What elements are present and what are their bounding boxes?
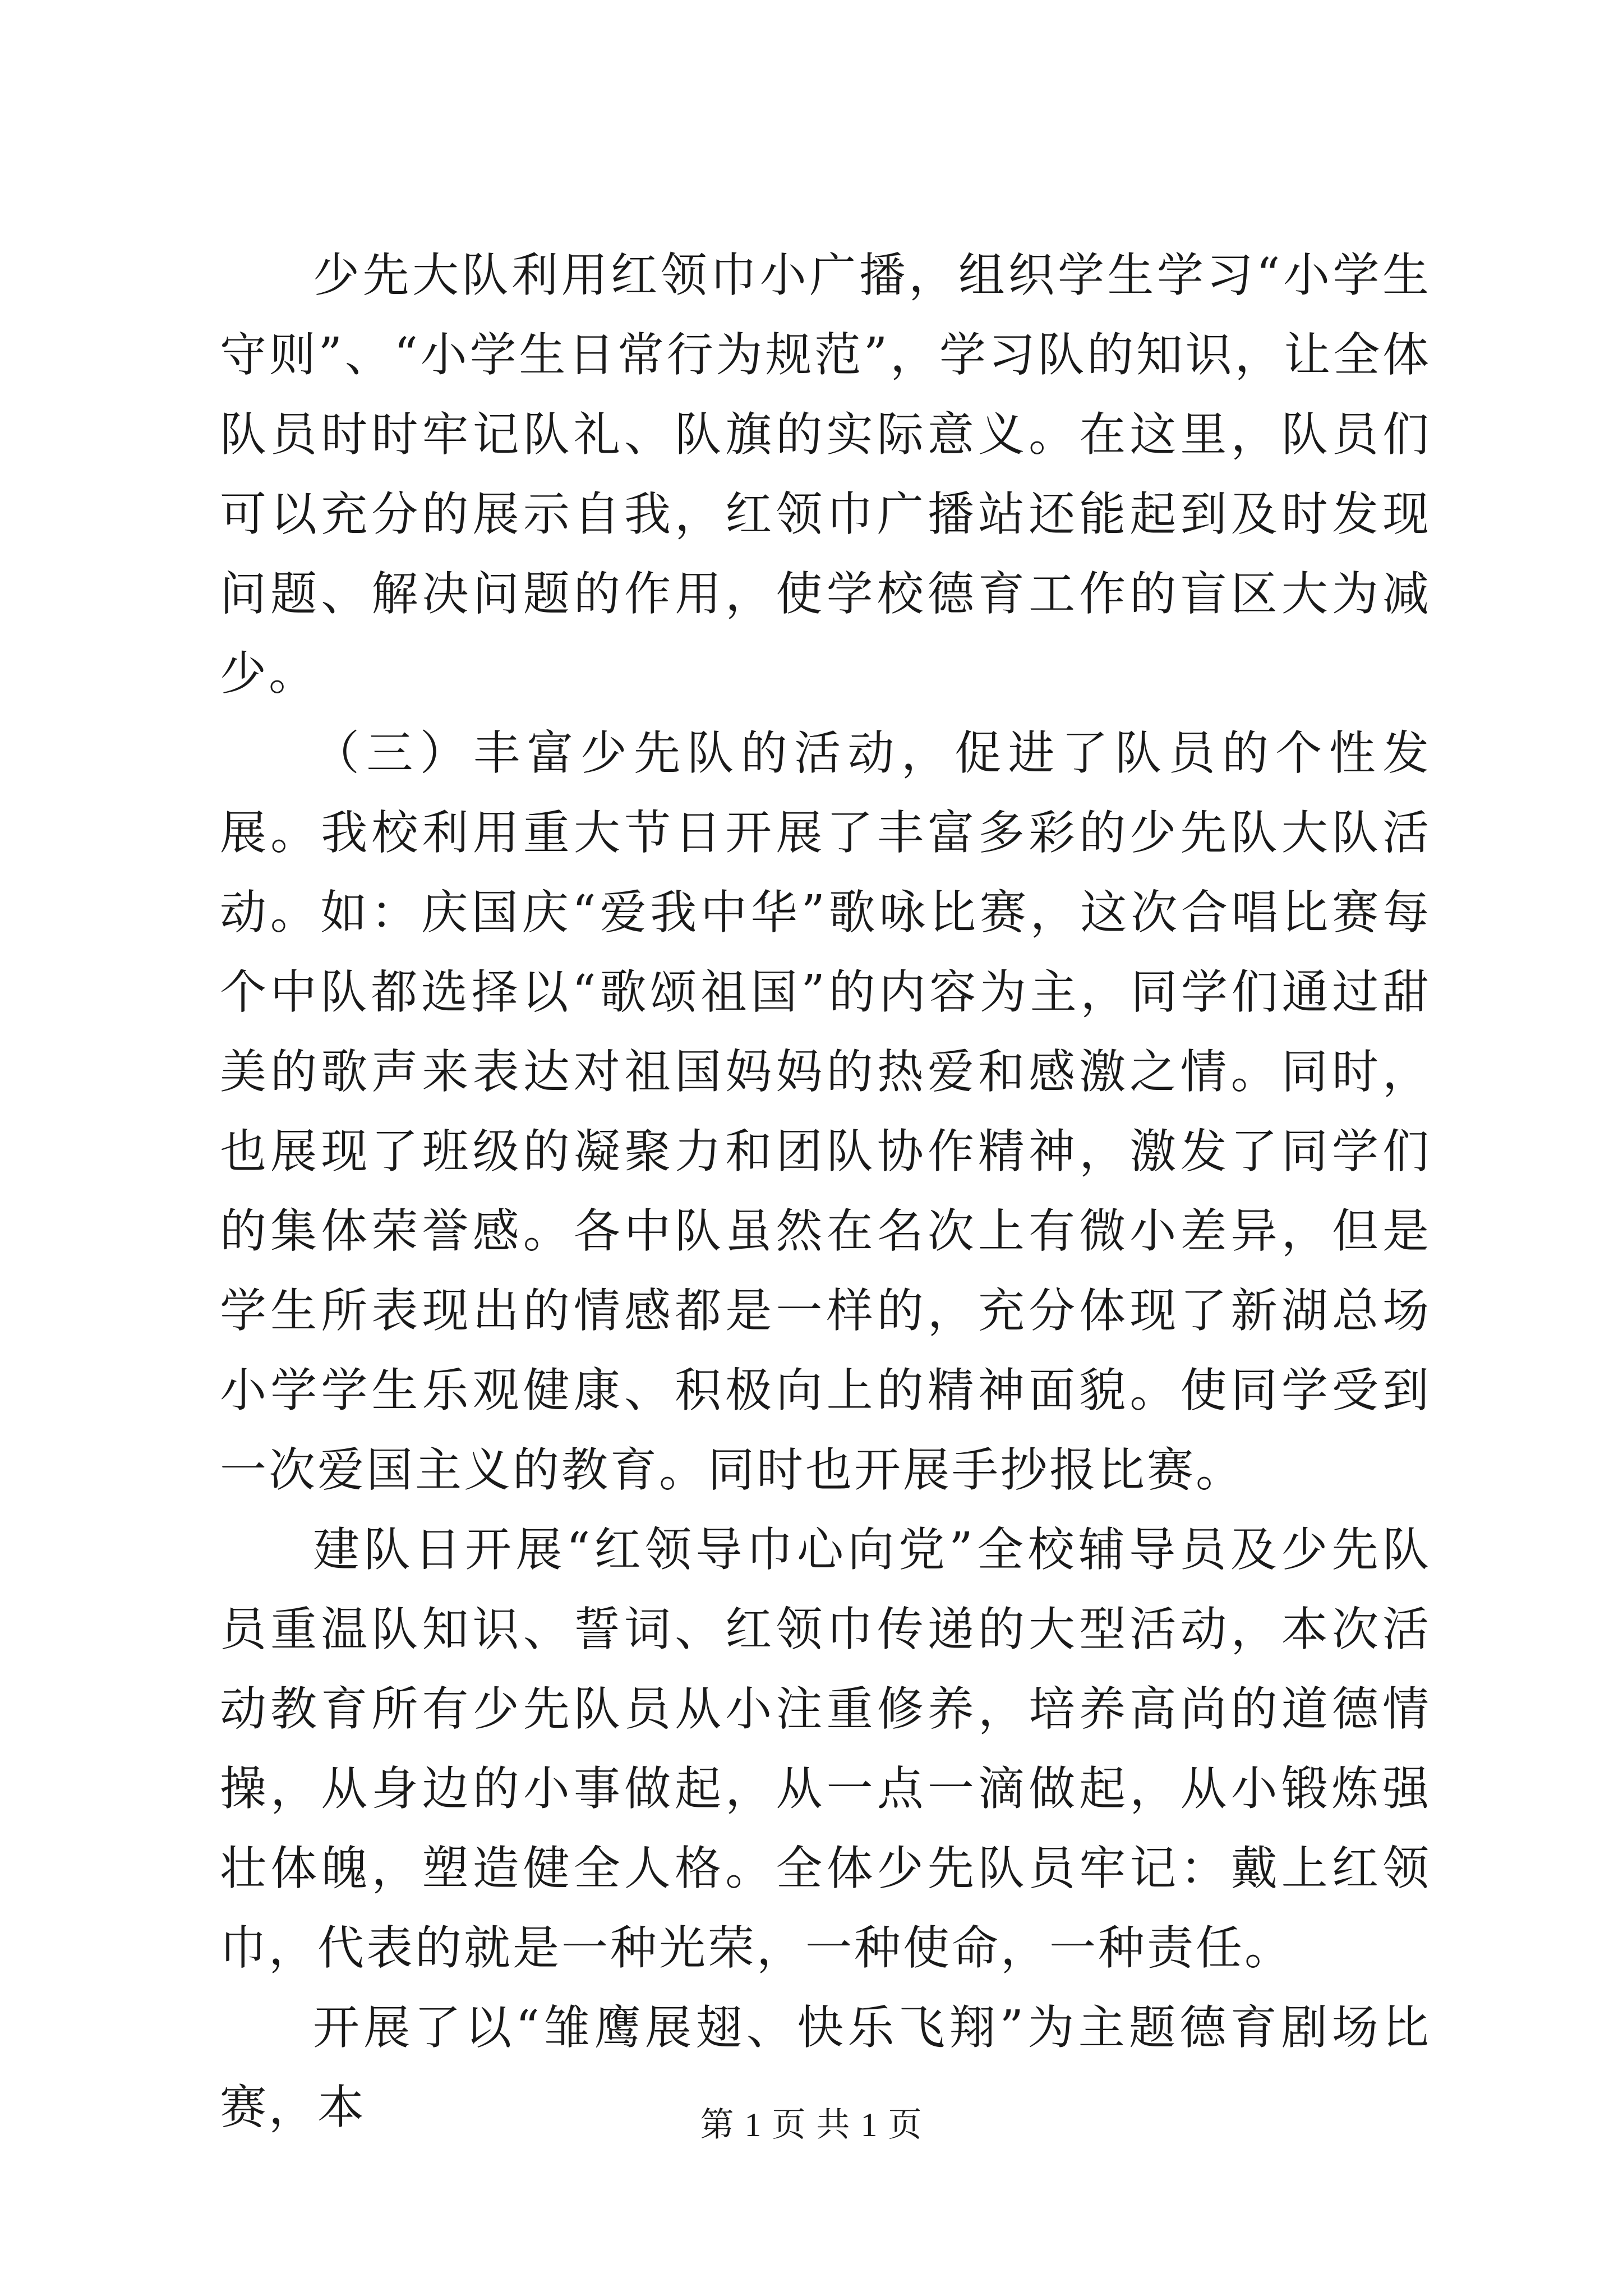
document-body	[220, 236, 1431, 2147]
paragraph-activities: （三）丰富少先队的活动，促进了队员的个性发展。我校利用重大节日开展了丰富多彩的少先队大队活动。如：庆国庆“爱我中华”歌咏比赛，这次合唱比赛每个中队都选择以“歌颂祖国”的内容为主，同学们通过甜美的歌声来表达对祖国妈妈的热爱和感激之情。同时，也展现了班级的凝聚力和团队协作精神，激发了同学们的集体荣誉感。各中队虽然在名次上有微小差异，但是学生所表现出的情感都是一样的，充分体现了新湖总场小学学生乐观健康、积极向上的精神面貌。使同学受到一次爱国主义的教育。同时也开展手抄报比赛。	[220, 726, 1431, 1497]
paragraph-broadcast: 少先大队利用红领巾小广播，组织学生学习“小学生守则”、“小学生日常行为规范”，学习队的知识，让全体队员时时牢记队礼、队旗的实际意义。在这里，队员们可以充分的展示自我，红领巾广播站还能起到及时发现问题、解决问题的作用，使学校德育工作的盲区大为减少。	[220, 248, 1431, 701]
page-number-footer: 第 1 页 共 1 页	[700, 2106, 923, 2143]
paragraph-founding-day: 建队日开展“红领导巾心向党”全校辅导员及少先队员重温队知识、誓词、红领巾传递的大型活动，本次活动教育所有少先队员从小注重修养，培养高尚的道德情操，从身边的小事做起，从一点一滴做起，从小锻炼强壮体魄，塑造健全人格。全体少先队员牢记：戴上红领巾，代表的就是一种光荣，一种使命，一种责任。	[220, 1522, 1431, 1975]
paragraph-theater-contest: 开展了以“雏鹰展翅、快乐飞翔”为主题德育剧场比赛，本	[220, 2000, 1431, 2134]
